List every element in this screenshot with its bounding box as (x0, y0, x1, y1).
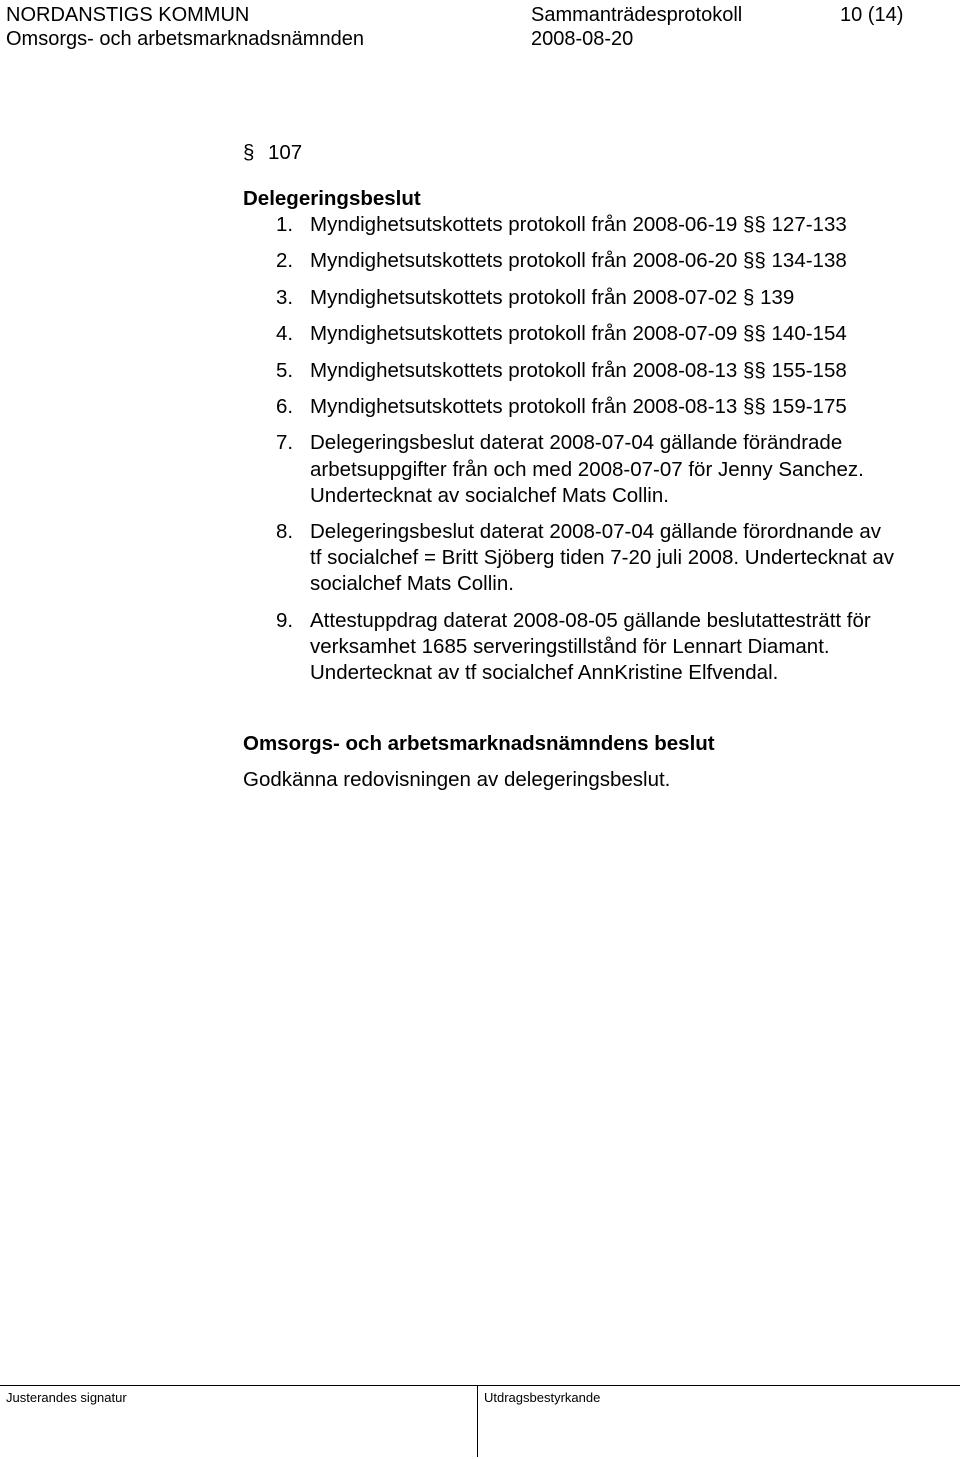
list-item-number: 8. (276, 520, 294, 543)
list-item-text: Myndighetsutskottets protokoll från 2008-06-19 §§ 127-133 (310, 213, 847, 236)
list-item-text: Attestuppdrag daterat 2008-08-05 gällande beslutattesträtt för (310, 609, 871, 632)
list-item-number: 3. (276, 286, 294, 309)
municipality-name: NORDANSTIGS KOMMUN (6, 4, 250, 26)
list-item-number: 2. (276, 249, 294, 272)
list-item-text: Undertecknat av socialchef Mats Collin. (310, 484, 669, 507)
page-number: 10 (14) (840, 4, 904, 26)
list-item-text: Undertecknat av tf socialchef AnnKristine Elfvendal. (310, 661, 779, 684)
list-item-text: Myndighetsutskottets protokoll från 2008-08-13 §§ 159-175 (310, 395, 847, 418)
list-item-number: 1. (276, 213, 294, 236)
list-item-text: Myndighetsutskottets protokoll från 2008-08-13 §§ 155-158 (310, 359, 847, 382)
list-item-text: Delegeringsbeslut daterat 2008-07-04 gällande förordnande av (310, 520, 881, 543)
list-item-text: tf socialchef = Britt Sjöberg tiden 7-20 juli 2008. Undertecknat av (310, 546, 895, 569)
document-type: Sammanträdesprotokoll (531, 4, 743, 26)
list-item-number: 9. (276, 609, 294, 632)
list-item-number: 6. (276, 395, 294, 418)
list-item-number: 4. (276, 322, 294, 345)
board-name: Omsorgs- och arbetsmarknadsnämnden (6, 28, 364, 50)
list-item-text: socialchef Mats Collin. (310, 572, 514, 595)
list-item-text: Myndighetsutskottets protokoll från 2008-06-20 §§ 134-138 (310, 249, 847, 272)
list-item-text: arbetsuppgifter från och med 2008-07-07 för Jenny Sanchez. (310, 458, 864, 481)
decision-text: Godkänna redovisningen av delegeringsbeslut. (243, 768, 671, 791)
list-item-text: Myndighetsutskottets protokoll från 2008-07-02 § 139 (310, 286, 795, 309)
decision-title: Omsorgs- och arbetsmarknadsnämndens beslut (243, 732, 715, 755)
section-symbol: § (243, 141, 255, 164)
footer-divider (0, 1385, 960, 1386)
footer-column-divider (477, 1385, 478, 1457)
certifier-label: Utdragsbestyrkande (484, 1390, 601, 1405)
list-item-text: Delegeringsbeslut daterat 2008-07-04 gällande förändrade (310, 431, 843, 454)
signature-label: Justerandes signatur (6, 1390, 127, 1405)
section-title: Delegeringsbeslut (243, 187, 421, 210)
list-item-number: 7. (276, 431, 294, 454)
list-item-number: 5. (276, 359, 294, 382)
list-item-text: verksamhet 1685 serveringstillstånd för Lennart Diamant. (310, 635, 830, 658)
meeting-date: 2008-08-20 (531, 28, 634, 50)
list-item-text: Myndighetsutskottets protokoll från 2008-07-09 §§ 140-154 (310, 322, 847, 345)
section-number: 107 (268, 141, 303, 164)
